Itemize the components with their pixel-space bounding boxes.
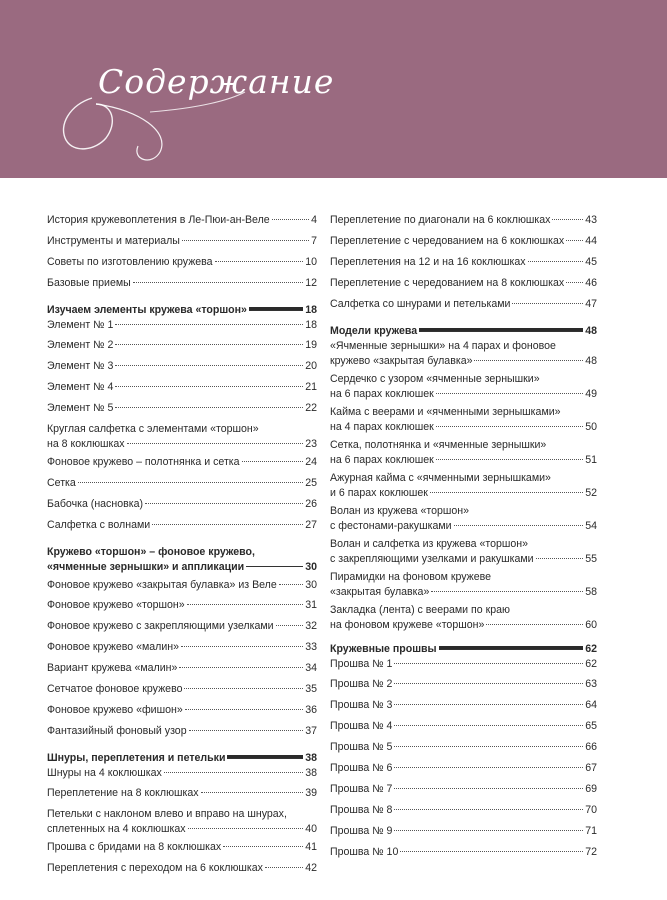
toc-entry (47, 682, 317, 703)
toc-entry (330, 719, 597, 740)
toc-page-number: 32 (305, 620, 317, 632)
toc-entry (330, 234, 597, 255)
dot-leader (265, 867, 303, 868)
toc-entry-title: Кружевные прошвы (330, 643, 437, 655)
toc-entry-title: Инструменты и материалы (47, 235, 180, 247)
toc-entry-title: с закрепляющими узелками и ракушками (330, 553, 534, 565)
toc-entry-title: Сетка (47, 477, 76, 489)
toc-section-heading (330, 324, 597, 339)
toc-entry-title: Переплетение с чередованием на 6 коклюшках (330, 235, 565, 247)
toc-page-number: 35 (305, 683, 317, 695)
dot-leader (528, 261, 584, 262)
dot-leader (185, 709, 303, 710)
toc-entry-title-line1: Волан и салфетка из кружева «торшон» (330, 538, 529, 550)
toc-entry-title: Прошва с бридами на 8 коклюшках (47, 841, 222, 853)
toc-page-number: 7 (311, 235, 317, 247)
toc-entry-title: Фоновое кружево «фишон» (47, 704, 183, 716)
toc-entry (47, 234, 317, 255)
toc-entry-title: Фоновое кружево с закрепляющими узелками (47, 620, 274, 632)
dot-leader (394, 830, 583, 831)
toc-page-number: 36 (305, 704, 317, 716)
toc-entry-title: на 8 коклюшках (47, 438, 125, 450)
toc-page-number: 49 (585, 388, 597, 400)
dot-leader (242, 461, 304, 462)
toc-entry (330, 761, 597, 782)
toc-entry-title-line1: Сердечко с узором «ячменные зернышки» (330, 373, 540, 385)
dot-leader (566, 282, 583, 283)
dot-leader (430, 492, 583, 493)
toc-entry (47, 476, 317, 497)
dot-leader (454, 525, 584, 526)
toc-page-number: 25 (305, 477, 317, 489)
toc-entry (330, 603, 597, 636)
toc-page-number: 52 (585, 487, 597, 499)
toc-entry (330, 698, 597, 719)
toc-entry (47, 359, 317, 380)
dot-leader (486, 624, 583, 625)
toc-entry-title: кружево «закрытая булавка» (330, 355, 473, 367)
toc-entry (330, 803, 597, 824)
toc-entry (330, 782, 597, 803)
toc-entry (330, 255, 597, 276)
toc-entry-title: Модели кружева (330, 325, 418, 337)
toc-entry (47, 840, 317, 861)
toc-left-column (47, 213, 317, 882)
toc-page-number: 39 (305, 787, 317, 799)
toc-entry (47, 598, 317, 619)
dot-leader (394, 663, 583, 664)
dot-leader (78, 482, 303, 483)
toc-page-number: 30 (305, 579, 317, 591)
toc-entry-title: Прошва № 9 (330, 825, 393, 837)
toc-page-number: 43 (585, 214, 597, 226)
toc-entry-title: с фестонами-ракушками (330, 520, 452, 532)
toc-page-number: 48 (585, 325, 597, 337)
toc-entry (47, 518, 317, 539)
toc-page-number: 55 (585, 553, 597, 565)
toc-entry (330, 471, 597, 504)
toc-page-number: 37 (305, 725, 317, 737)
toc-entry (330, 845, 597, 866)
toc-entry (47, 578, 317, 598)
toc-entry-title-line1: Кружево «торшон» – фоновое кружево, (47, 546, 255, 558)
toc-entry-title: Салфетка со шнурами и петельками (330, 298, 511, 310)
dot-leader (145, 503, 303, 504)
toc-page-number: 64 (585, 699, 597, 711)
toc-entry (47, 724, 317, 745)
toc-entry-title: Салфетка с волнами (47, 519, 151, 531)
toc-entry-title: Прошва № 8 (330, 804, 393, 816)
toc-entry (47, 640, 317, 661)
toc-entry (330, 657, 597, 677)
toc-entry-title: Переплетение с чередованием на 8 коклюшках (330, 277, 565, 289)
toc-page-number: 24 (305, 456, 317, 468)
toc-entry-title: «закрытая булавка» (330, 586, 430, 598)
toc-entry-title: Элемент № 1 (47, 319, 114, 331)
toc-entry (330, 824, 597, 845)
dot-leader (536, 558, 584, 559)
toc-entry (47, 455, 317, 476)
toc-page-number: 69 (585, 783, 597, 795)
dot-leader (227, 755, 303, 759)
toc-entry-title: Прошва № 1 (330, 658, 393, 670)
toc-entry (330, 537, 597, 570)
toc-page-number: 47 (585, 298, 597, 310)
toc-entry-title: Сетчатое фоновое кружево (47, 683, 183, 695)
dot-leader (419, 328, 583, 332)
toc-page-number: 40 (305, 823, 317, 835)
toc-entry-title: Переплетение по диагонали на 6 коклюшках (330, 214, 551, 226)
toc-page-number: 38 (305, 767, 317, 779)
dot-leader (115, 386, 303, 387)
toc-section-heading (47, 303, 317, 318)
toc-entry-title-line1: Закладка (лента) с веерами по краю (330, 604, 510, 616)
toc-entry-title: Прошва № 5 (330, 741, 393, 753)
toc-entry-title: Прошва № 6 (330, 762, 393, 774)
toc-page-number: 18 (305, 319, 317, 331)
dot-leader (279, 584, 303, 585)
dot-leader (215, 261, 304, 262)
dot-leader (184, 688, 303, 689)
toc-entry-title: Бабочка (насновка) (47, 498, 144, 510)
dot-leader (115, 344, 303, 345)
dot-leader (127, 443, 304, 444)
toc-page-number: 26 (305, 498, 317, 510)
toc-entry (330, 438, 597, 471)
dot-leader (552, 219, 583, 220)
toc-entry (47, 318, 317, 338)
toc-entry-title-line1: «Ячменные зернышки» на 4 парах и фоновое (330, 340, 556, 352)
dot-leader (394, 746, 583, 747)
toc-entry (47, 861, 317, 882)
toc-page-number: 44 (585, 235, 597, 247)
toc-entry (330, 297, 597, 318)
toc-entry-title-line1: Волан из кружева «торшон» (330, 505, 469, 517)
toc-entry-title: Шнуры, переплетения и петельки (47, 752, 226, 764)
toc-entry-title-line1: Ажурная кайма с «ячменными зернышками» (330, 472, 551, 484)
toc-page-number: 31 (305, 599, 317, 611)
toc-entry-title-line1: Круглая салфетка с элементами «торшон» (47, 423, 259, 435)
dot-leader (474, 360, 583, 361)
toc-entry (47, 807, 317, 840)
toc-entry-title: Шнуры на 4 коклюшках (47, 767, 162, 779)
toc-entry-title: и 6 парах коклюшек (330, 487, 428, 499)
dot-leader (394, 704, 583, 705)
toc-section-heading (47, 545, 317, 578)
dot-leader (276, 625, 304, 626)
toc-entry (47, 661, 317, 682)
dot-leader (188, 828, 304, 829)
dot-leader (566, 240, 583, 241)
toc-entry-title: Изучаем элементы кружева «торшон» (47, 304, 247, 316)
toc-page-number: 48 (585, 355, 597, 367)
toc-page-number: 18 (305, 304, 317, 316)
toc-entry-title: Переплетения на 12 и на 16 коклюшках (330, 256, 526, 268)
dot-leader (394, 788, 583, 789)
toc-entry (330, 405, 597, 438)
dot-leader (115, 324, 303, 325)
toc-entry-title: на 6 парах коклюшек (330, 454, 434, 466)
toc-section-heading (330, 642, 597, 657)
toc-entry (330, 740, 597, 761)
toc-entry (47, 766, 317, 786)
toc-entry-title: Вариант кружева «малин» (47, 662, 178, 674)
toc-page-number: 70 (585, 804, 597, 816)
dot-leader (394, 683, 583, 684)
toc-page-number: 60 (585, 619, 597, 631)
toc-entry (330, 504, 597, 537)
toc-page-number: 27 (305, 519, 317, 531)
toc-entry-title: сплетенных на 4 коклюшках (47, 823, 186, 835)
dot-leader (436, 459, 583, 460)
toc-entry-title-line1: Петельки с наклоном влево и вправо на шнурах, (47, 808, 287, 820)
dot-leader (115, 365, 303, 366)
dot-leader (164, 772, 303, 773)
dot-leader (436, 426, 583, 427)
toc-entry-title: Прошва № 10 (330, 846, 399, 858)
toc-page-number: 63 (585, 678, 597, 690)
toc-page-number: 46 (585, 277, 597, 289)
toc-entry-title: Элемент № 5 (47, 402, 114, 414)
toc-entry-title: Фоновое кружево «закрытая булавка» из Веле (47, 579, 277, 591)
dot-leader (152, 524, 303, 525)
toc-entry-title: Фоновое кружево – полотнянка и сетка (47, 456, 240, 468)
toc-page-number: 19 (305, 339, 317, 351)
dot-leader (394, 725, 583, 726)
toc-entry-title: Прошва № 4 (330, 720, 393, 732)
header-banner (0, 0, 667, 178)
toc-entry (47, 276, 317, 297)
dot-leader (223, 846, 303, 847)
toc-entry-title: Фоновое кружево «торшон» (47, 599, 185, 611)
toc-page-number: 21 (305, 381, 317, 393)
toc-page-number: 51 (585, 454, 597, 466)
toc-page-number: 22 (305, 402, 317, 414)
toc-entry (330, 276, 597, 297)
toc-entry-title: на фоновом кружеве «торшон» (330, 619, 485, 631)
toc-entry-title-line1: Пирамидки на фоновом кружеве (330, 571, 492, 583)
toc-section-heading (47, 751, 317, 766)
page-title: Содержание (98, 62, 335, 101)
dot-leader (400, 851, 583, 852)
toc-entry (47, 786, 317, 807)
dot-leader (179, 667, 303, 668)
toc-entry-title: Прошва № 3 (330, 699, 393, 711)
toc-entry-title: Элемент № 4 (47, 381, 114, 393)
dot-leader (187, 604, 304, 605)
dot-leader (182, 240, 309, 241)
toc-entry-title-line1: Кайма с веерами и «ячменными зернышками» (330, 406, 561, 418)
toc-entry-title-line1: Сетка, полотнянка и «ячменные зернышки» (330, 439, 547, 451)
toc-entry (47, 497, 317, 518)
toc-entry (330, 213, 597, 234)
toc-entry-title: Элемент № 2 (47, 339, 114, 351)
toc-page-number: 20 (305, 360, 317, 372)
dot-leader (189, 730, 304, 731)
dot-leader (249, 307, 303, 311)
toc-entry (47, 422, 317, 455)
toc-entry-title: Фоновое кружево «малин» (47, 641, 179, 653)
toc-page-number: 34 (305, 662, 317, 674)
toc-page-number: 41 (305, 841, 317, 853)
toc-entry-title: Переплетения с переходом на 6 коклюшках (47, 862, 263, 874)
dot-leader (115, 407, 303, 408)
toc-entry-title: Базовые приемы (47, 277, 131, 289)
toc-entry-title: Прошва № 7 (330, 783, 393, 795)
toc-page-number: 23 (305, 438, 317, 450)
toc-entry-title: на 4 парах коклюшек (330, 421, 434, 433)
toc-entry (330, 677, 597, 698)
toc-page-number: 71 (585, 825, 597, 837)
toc-entry (47, 401, 317, 422)
toc-right-column (330, 213, 597, 866)
toc-entry-title: Переплетение на 8 коклюшках (47, 787, 199, 799)
toc-entry (47, 703, 317, 724)
toc-entry-title: Советы по изготовлению кружева (47, 256, 213, 268)
toc-entry (330, 372, 597, 405)
dot-leader (133, 282, 303, 283)
toc-page-number: 38 (305, 752, 317, 764)
toc-page-number: 67 (585, 762, 597, 774)
toc-entry (330, 570, 597, 603)
dot-leader (512, 303, 583, 304)
toc-page-number: 65 (585, 720, 597, 732)
toc-page-number: 66 (585, 741, 597, 753)
dot-leader (394, 809, 583, 810)
dot-leader (439, 646, 584, 650)
toc-entry-title: Прошва № 2 (330, 678, 393, 690)
toc-page-number: 58 (585, 586, 597, 598)
toc-page-number: 42 (305, 862, 317, 874)
toc-page-number: 62 (585, 658, 597, 670)
toc-entry (47, 380, 317, 401)
dot-leader (181, 646, 303, 647)
toc-page-number: 50 (585, 421, 597, 433)
dot-leader (201, 792, 304, 793)
toc-page-number: 4 (311, 214, 317, 226)
toc-entry (47, 213, 317, 234)
dot-leader (246, 566, 303, 567)
toc-page-number: 72 (585, 846, 597, 858)
toc-entry-title: на 6 парах коклюшек (330, 388, 434, 400)
toc-entry-title: «ячменные зернышки» и аппликации (47, 561, 245, 573)
toc-page-number: 33 (305, 641, 317, 653)
toc-page-number: 54 (585, 520, 597, 532)
toc-page-number: 30 (305, 561, 317, 573)
dot-leader (431, 591, 583, 592)
toc-page-number: 12 (305, 277, 317, 289)
toc-entry-title: История кружевоплетения в Ле-Пюи-ан-Веле (47, 214, 270, 226)
dot-leader (394, 767, 583, 768)
toc-entry-title: Фантазийный фоновый узор (47, 725, 187, 737)
dot-leader (436, 393, 583, 394)
dot-leader (272, 219, 309, 220)
toc-entry (47, 619, 317, 640)
toc-page-number: 10 (305, 256, 317, 268)
toc-entry (47, 338, 317, 359)
toc-entry-title: Элемент № 3 (47, 360, 114, 372)
toc-entry (47, 255, 317, 276)
toc-page-number: 62 (585, 643, 597, 655)
toc-page-number: 45 (585, 256, 597, 268)
toc-entry (330, 339, 597, 372)
